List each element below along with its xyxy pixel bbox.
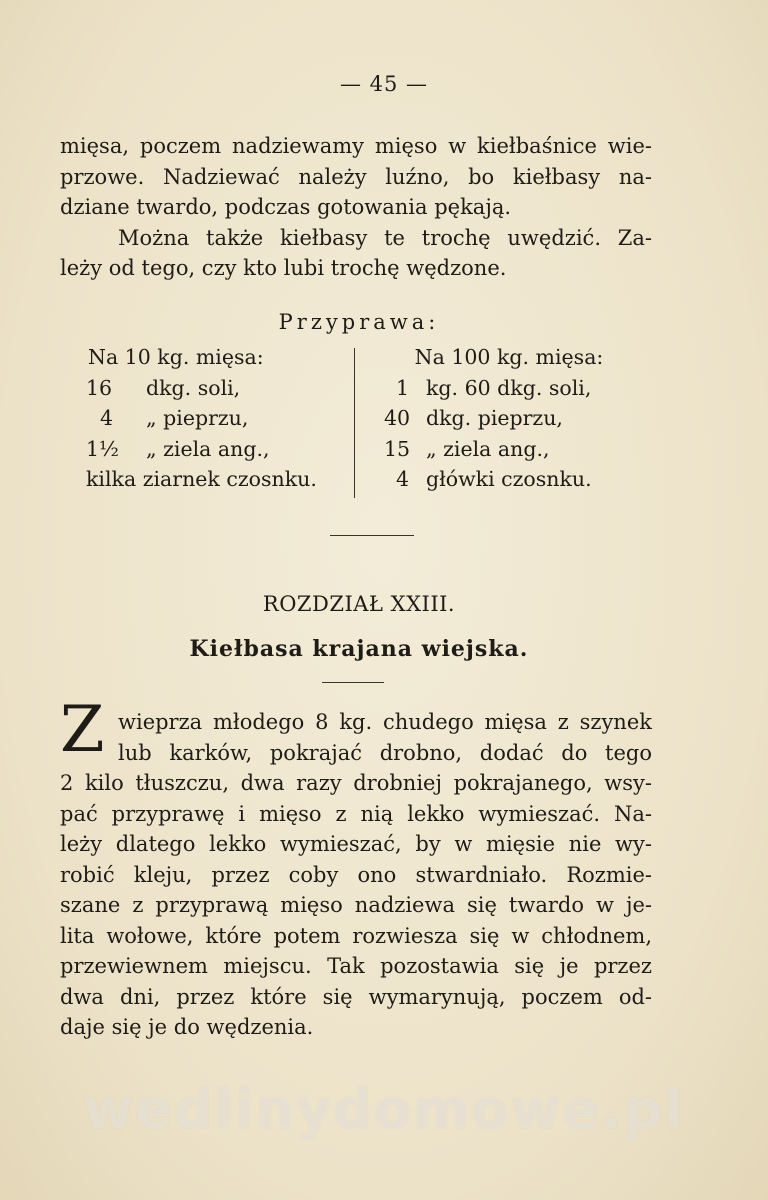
spice-amount: 4 <box>100 406 114 430</box>
drop-cap: Z <box>60 693 105 767</box>
text-line: lub karków, pokrajać drobno, dodać do tego <box>118 740 652 765</box>
text-line: Można także kiełbasy te trochę uwędzić. Za- <box>118 225 652 250</box>
spice-item: kg. 60 dkg. soli, <box>426 375 592 400</box>
text-line: szane z przyprawą mięso nadziewa się twardo w je- <box>60 893 652 917</box>
spice-row <box>86 464 336 495</box>
spice-item: „ pieprzu, <box>146 406 249 430</box>
spice-column-large <box>384 342 634 495</box>
watermark: wedlinydomowe.pl <box>83 1078 685 1141</box>
text-line: pać przyprawę i mięso z nią lekko wymieszać. Na- <box>60 801 652 826</box>
spice-item: dkg. pieprzu, <box>426 406 563 430</box>
spice-row <box>384 434 634 465</box>
spice-item: dkg. soli, <box>146 375 241 400</box>
text-line: leży od tego, czy kto lubi trochę wędzone. <box>60 256 507 280</box>
text-line: dziane twardo, podczas gotowania pękają. <box>60 195 512 219</box>
text-line: robić kleju, przez coby ono stwardniało. Rozmie- <box>60 862 652 887</box>
spice-heading: Przyprawa: <box>278 310 440 334</box>
spice-column-header: Na 100 kg. mięsa: <box>414 345 604 369</box>
chapter-heading: ROZDZIAŁ XXIII. <box>262 592 456 616</box>
spice-item: „ ziela ang., <box>426 436 550 461</box>
spice-row <box>86 403 336 434</box>
title-rule <box>322 682 384 683</box>
spice-row <box>86 434 336 465</box>
recipe-title: Kiełbasa krajana wiejska. <box>189 636 529 662</box>
spice-amount: 4 <box>396 467 410 491</box>
text-line: przewiewnem miejscu. Tak pozostawia się je przez <box>60 954 652 978</box>
section-rule <box>330 535 414 536</box>
text-line: 2 kilo tłuszczu, dwa razy drobniej pokrajanego, wsy- <box>60 771 652 795</box>
spice-item: główki czosnku. <box>426 467 592 491</box>
spice-table <box>86 342 626 502</box>
text-line: mięsa, poczem nadziewamy mięso w kiełbaśnice wie- <box>60 134 652 158</box>
spice-row <box>384 373 634 404</box>
spice-row <box>384 464 634 495</box>
spice-column-header: Na 10 kg. mięsa: <box>88 345 264 369</box>
spice-column-small <box>86 342 336 495</box>
text-line: leży dlatego lekko wymieszać, by w mięsie nie wy- <box>60 832 652 856</box>
spice-amount: 16 <box>86 375 113 400</box>
spice-amount: 40 <box>384 406 411 430</box>
recipe-paragraph <box>60 707 652 1043</box>
text-line: przowe. Nadziewać należy luźno, bo kiełbasy na- <box>60 164 652 189</box>
spice-row <box>86 373 336 404</box>
spice-amount: 1 <box>396 375 410 400</box>
spice-amount: 15 <box>384 436 411 461</box>
spice-amount: 1½ <box>86 436 119 461</box>
text-line: lita wołowe, które potem rozwiesza się w chłodnem, <box>60 923 652 948</box>
spice-row <box>384 403 634 434</box>
intro-paragraph <box>60 131 652 284</box>
text-line: dwa dni, przez które się wymarynują, poczem od- <box>60 984 652 1009</box>
page-number: — 45 — <box>339 72 429 96</box>
text-line: wieprza młodego 8 kg. chudego mięsa z szynek <box>118 710 652 734</box>
text-line: daje się je do wędzenia. <box>60 1015 314 1039</box>
column-divider <box>354 348 355 498</box>
spice-item: „ ziela ang., <box>146 436 270 461</box>
spice-item: kilka ziarnek czosnku. <box>86 467 317 491</box>
